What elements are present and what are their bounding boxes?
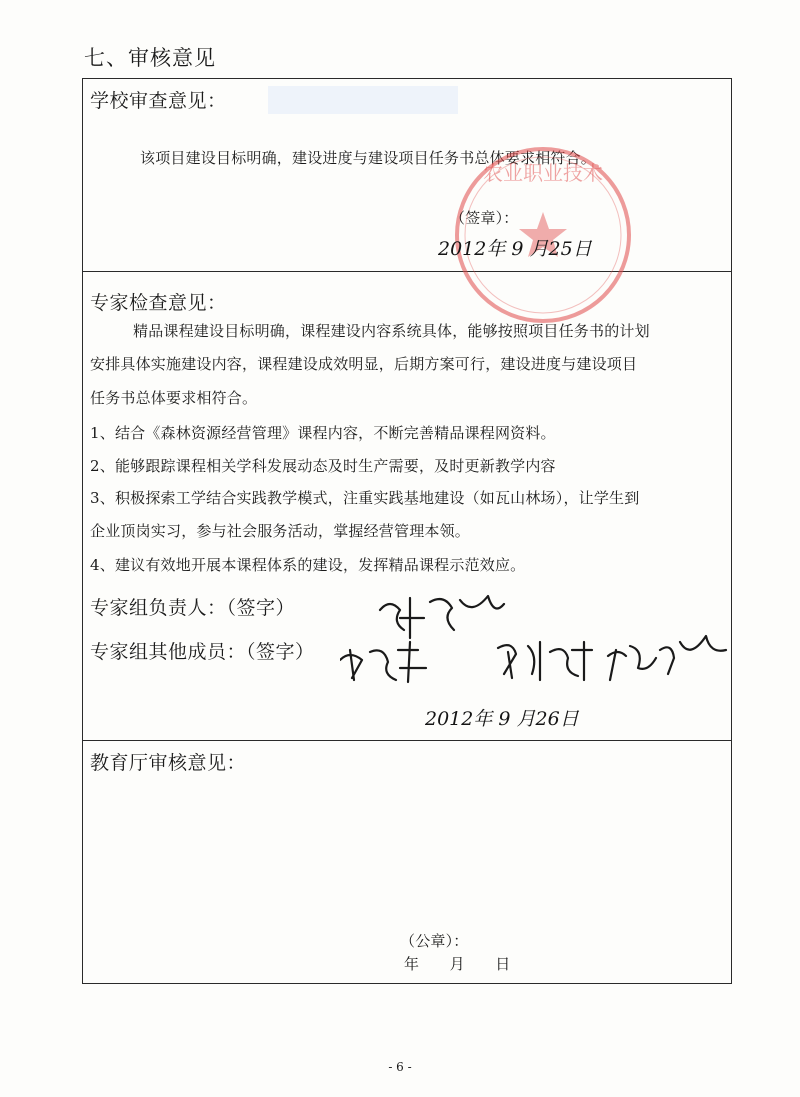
- divider-expert-education: [83, 740, 731, 741]
- expert-item-4: 4、建议有效地开展本课程体系的建设，发挥精品课程示范效应。: [90, 556, 526, 574]
- expert-item-2: 2、能够跟踪课程相关学科发展动态及时生产需要，及时更新教学内容: [90, 457, 556, 475]
- expert-item-1: 1、结合《森林资源经营管理》课程内容，不断完善精品课程网资料。: [90, 424, 556, 442]
- school-opinion-text: 该项目建设目标明确，建设进度与建设项目任务书总体要求相符合。: [140, 149, 597, 167]
- seal-text: 农业职业技术: [483, 161, 603, 185]
- expert-members-label: 专家组其他成员：（签字）: [90, 641, 315, 663]
- school-seal-label: （签章）：: [450, 209, 519, 227]
- school-review-heading: 学校审查意见：: [90, 90, 227, 112]
- school-date-handwritten: 2012年 9 月25日: [438, 238, 592, 260]
- expert-paragraph-line-2: 安排具体实施建设内容，课程建设成效明显，后期方案可行，建设进度与建设项目: [90, 355, 638, 373]
- education-review-heading: 教育厅审核意见：: [90, 752, 247, 774]
- expert-item-3: 3、积极探索工学结合实践教学模式，注重实践基地建设（如瓦山林场），让学生到: [90, 489, 640, 507]
- section-title: 七、审核意见: [84, 46, 216, 70]
- expert-date-handwritten: 2012年 9 月26日: [425, 708, 579, 730]
- page-number: - 6 -: [388, 1060, 412, 1074]
- education-seal-label: （公章）：: [400, 932, 469, 950]
- expert-leader-label: 专家组负责人：（签字）: [90, 597, 296, 619]
- expert-paragraph-line-1: 精品课程建设目标明确，课程建设内容系统具体，能够按照项目任务书的计划: [133, 322, 650, 340]
- expert-review-heading: 专家检查意见：: [90, 292, 227, 314]
- expert-item-3-continued: 企业顶岗实习，参与社会服务活动，掌握经营管理本领。: [90, 522, 471, 540]
- education-date-label: 年 月 日: [404, 955, 511, 973]
- expert-paragraph-line-3: 任务书总体要求相符合。: [90, 389, 258, 407]
